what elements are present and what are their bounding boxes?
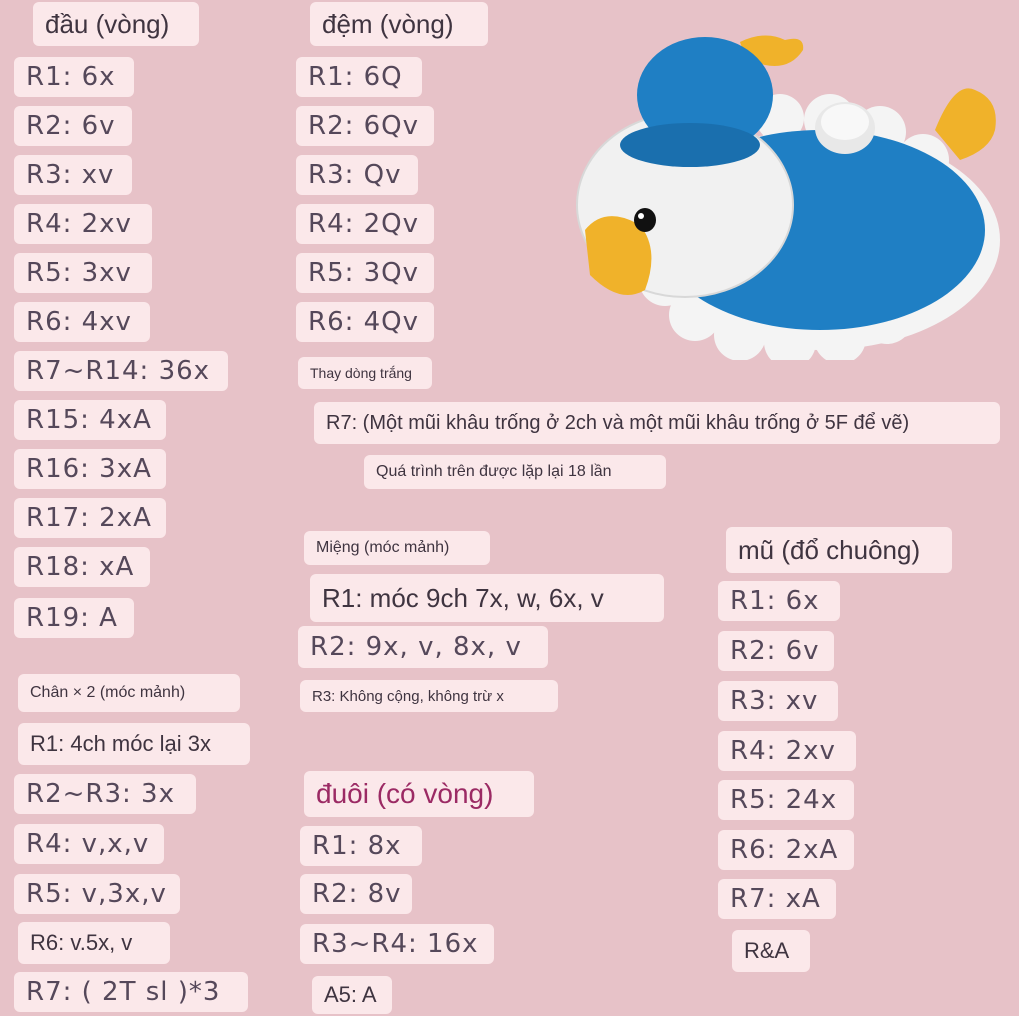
head-row: R15: 4xA	[14, 400, 166, 440]
pad-row: R6: 4Qv	[296, 302, 434, 342]
legs-row: R1: 4ch móc lại 3x	[18, 723, 250, 765]
pad-title: đệm (vòng)	[310, 2, 488, 46]
tail-row: A5: A	[312, 976, 392, 1014]
head-row: R5: 3xv	[14, 253, 152, 293]
mouth-title: Miệng (móc mảnh)	[304, 531, 490, 565]
head-row: R17: 2xA	[14, 498, 166, 538]
head-row: R2: 6v	[14, 106, 132, 146]
tail-row: R2: 8v	[300, 874, 412, 914]
mouth-row: R1: móc 9ch 7x, w, 6x, v	[310, 574, 664, 622]
pad-r7: R7: (Một mũi khâu trống ở 2ch và một mũi khâu trống ở 5F để vẽ)	[314, 402, 1000, 444]
head-row: R7~R14: 36x	[14, 351, 228, 391]
pad-row: R5: 3Qv	[296, 253, 434, 293]
mouth-row: R3: Không cộng, không trừ x	[300, 680, 558, 712]
legs-row: R4: v,x,v	[14, 824, 164, 864]
legs-row: R6: v.5x, v	[18, 922, 170, 964]
head-row: R19: A	[14, 598, 134, 638]
head-row: R18: xA	[14, 547, 150, 587]
pad-row: R2: 6Qv	[296, 106, 434, 146]
head-row: R6: 4xv	[14, 302, 150, 342]
tail-row: R1: 8x	[300, 826, 422, 866]
head-title: đầu (vòng)	[33, 2, 199, 46]
hat-row: R5: 24x	[718, 780, 854, 820]
hat-title: mũ (đổ chuông)	[726, 527, 952, 573]
hat-row: R2: 6v	[718, 631, 834, 671]
legs-row: R5: v,3x,v	[14, 874, 180, 914]
pad-row: R4: 2Qv	[296, 204, 434, 244]
pad-row: R3: Qv	[296, 155, 418, 195]
head-row: R4: 2xv	[14, 204, 152, 244]
hat-row: R4: 2xv	[718, 731, 856, 771]
hat-row: R3: xv	[718, 681, 838, 721]
pad-row: R1: 6Q	[296, 57, 422, 97]
head-row: R3: xv	[14, 155, 132, 195]
head-row: R16: 3xA	[14, 449, 166, 489]
tail-row: R3~R4: 16x	[300, 924, 494, 964]
tail-title: đuôi (có vòng)	[304, 771, 534, 817]
legs-row: R2~R3: 3x	[14, 774, 196, 814]
mouth-row: R2: 9x, v, 8x, v	[298, 626, 548, 668]
legs-row: R7: ( 2T sl )*3	[14, 972, 248, 1012]
legs-title: Chân × 2 (móc mảnh)	[18, 674, 240, 712]
hat-row: R6: 2xA	[718, 830, 854, 870]
hat-row: R&A	[732, 930, 810, 972]
head-row: R1: 6x	[14, 57, 134, 97]
hat-row: R7: xA	[718, 879, 836, 919]
pad-note: Thay dòng trắng	[298, 357, 432, 389]
hat-row: R1: 6x	[718, 581, 840, 621]
pad-repeat: Quá trình trên được lặp lại 18 lần	[364, 455, 666, 489]
crochet-duck-image	[575, 20, 1005, 360]
